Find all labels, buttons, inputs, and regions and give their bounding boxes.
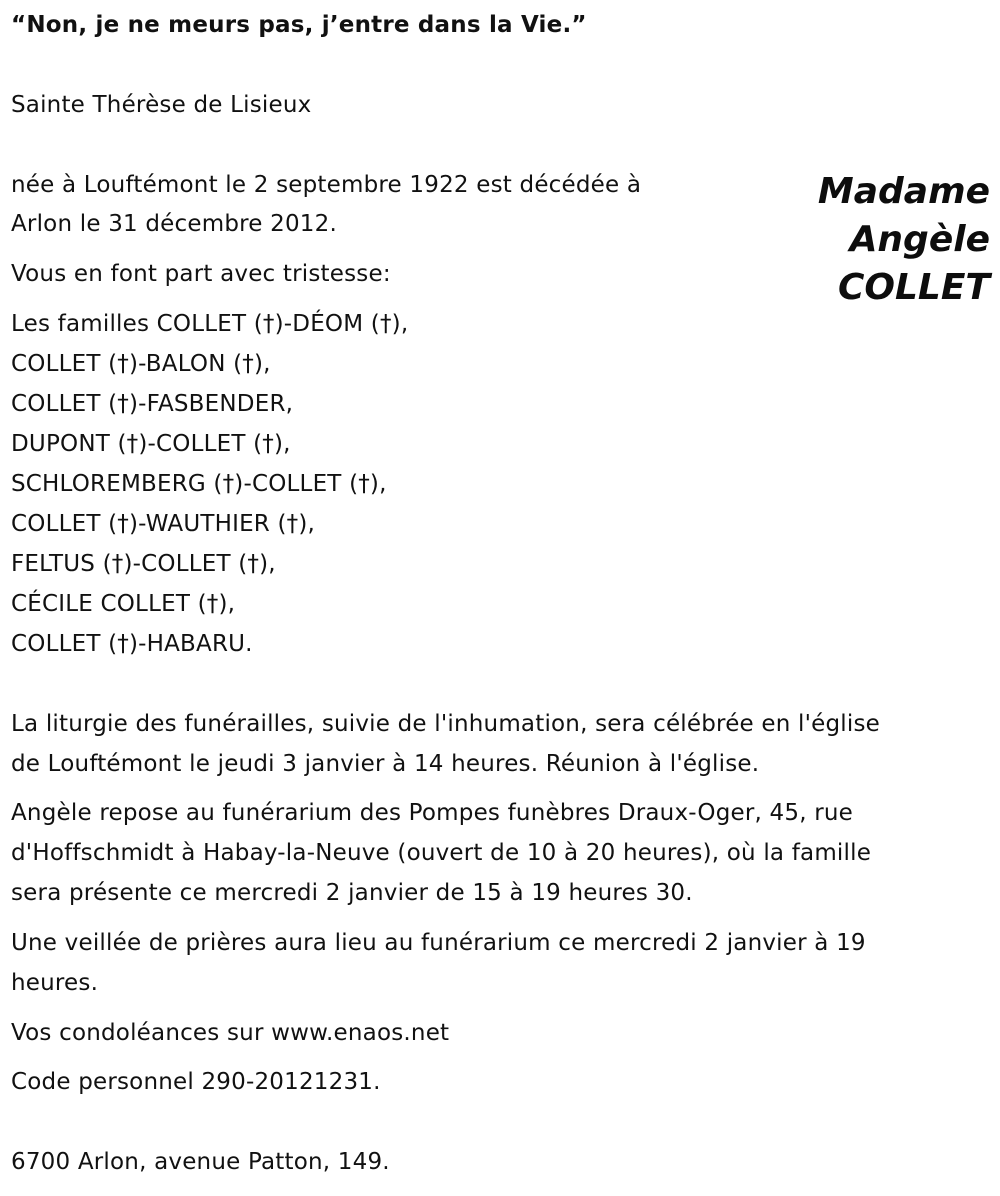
deceased-title: Madame [817,171,990,212]
address: 6700 Arlon, avenue Patton, 149. [11,1149,390,1175]
deceased-name [818,168,990,312]
vigil-line-1: Une veillée de prières aura lieu au funérarium ce mercredi 2 janvier à 19 [11,930,866,956]
funerarium-line-2: d'Hoffschmidt à Habay-la-Neuve (ouvert de 10 à 20 heures), où la famille [11,840,872,866]
liturgy-line-2: de Louftémont le jeudi 3 janvier à 14 heures. Réunion à l'église. [11,751,760,777]
deceased-last-name: COLLET [837,267,990,308]
birth-death-line-2: Arlon le 31 décembre 2012. [11,211,337,237]
personal-code: Code personnel 290-20121231. [11,1069,381,1095]
liturgy-line-1: La liturgie des funérailles, suivie de l'inhumation, sera célébrée en l'église [11,711,881,737]
epitaph-quote: “Non, je ne meurs pas, j’entre dans la Vie.” [11,12,587,38]
funerarium-line-1: Angèle repose au funérarium des Pompes funèbres Draux-Oger, 45, rue [11,800,854,826]
family-line: FELTUS (†)-COLLET (†), [11,551,276,577]
funerarium-line-3: sera présente ce mercredi 2 janvier de 15 à 19 heures 30. [11,880,693,906]
family-line: COLLET (†)-FASBENDER, [11,391,294,417]
condolences: Vos condoléances sur www.enaos.net [11,1020,450,1046]
quote-author: Sainte Thérèse de Lisieux [11,92,312,118]
family-line: COLLET (†)-BALON (†), [11,351,271,377]
family-line: CÉCILE COLLET (†), [11,591,236,617]
deceased-first-name: Angèle [849,219,990,260]
family-line: Les familles COLLET (†)-DÉOM (†), [11,311,409,337]
family-line: COLLET (†)-WAUTHIER (†), [11,511,316,537]
family-line: COLLET (†)-HABARU. [11,631,253,657]
family-line: DUPONT (†)-COLLET (†), [11,431,291,457]
announcement: Vous en font part avec tristesse: [11,261,391,287]
vigil-line-2: heures. [11,970,99,996]
family-line: SCHLOREMBERG (†)-COLLET (†), [11,471,387,497]
birth-death-line-1: née à Louftémont le 2 septembre 1922 est décédée à [11,172,642,198]
